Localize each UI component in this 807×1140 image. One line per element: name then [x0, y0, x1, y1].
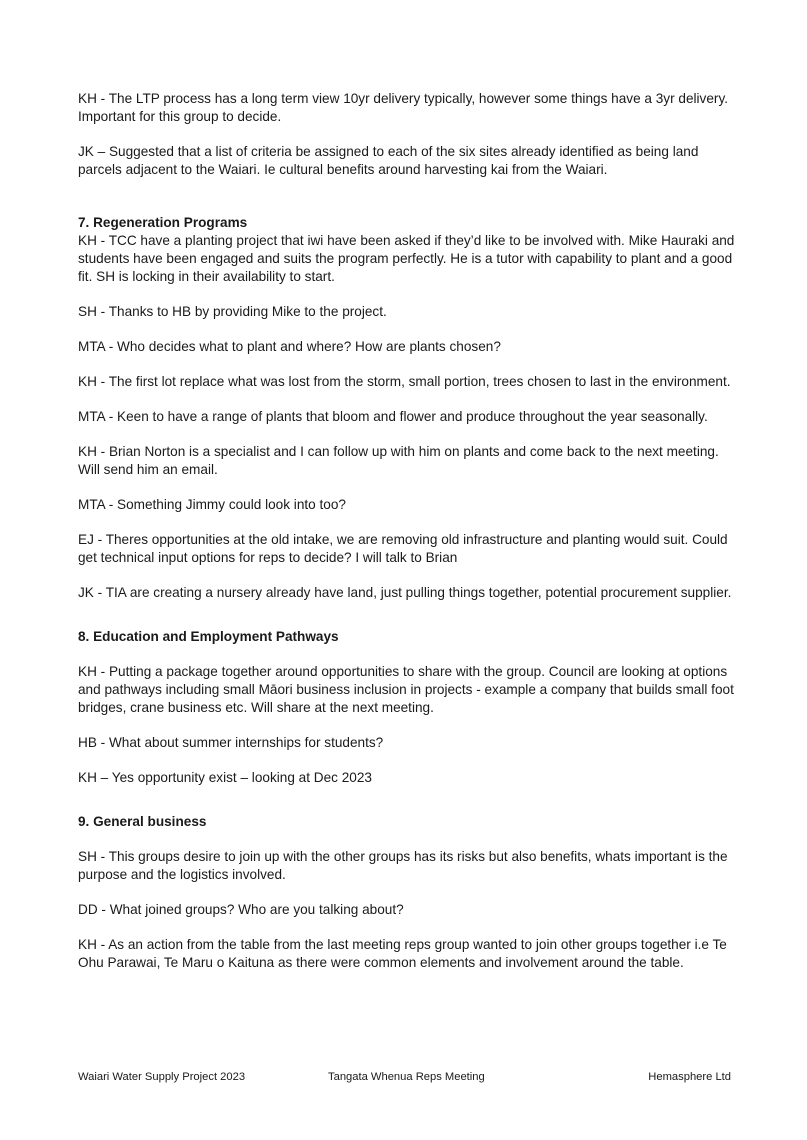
- paragraph: JK - TIA are creating a nursery already have land, just pulling things together, potential procurement supplier.: [78, 585, 732, 600]
- paragraph: KH – Yes opportunity exist – looking at Dec 2023: [78, 770, 372, 785]
- footer-project-name: Waiari Water Supply Project 2023: [78, 1071, 246, 1083]
- section-general-business: [78, 813, 738, 972]
- paragraph: KH - Putting a package together around opportunities to share with the group. Council are looking at options and pathways including small Māori business inclusion in projects - example a company that builds small foot bridges, crane business etc. Will share at the next meeting.: [78, 664, 734, 715]
- document-body: [78, 90, 738, 989]
- paragraph: MTA - Who decides what to plant and where? How are plants chosen?: [78, 339, 501, 354]
- paragraph: KH - TCC have a planting project that iwi have been asked if they’d like to be involved with. Mike Hauraki and students have been engaged and suits the program perfectly. He is a tutor with capability to plant and a good fit. SH is locking in their availability to start.: [78, 233, 735, 284]
- paragraph: KH - The first lot replace what was lost from the storm, small portion, trees chosen to last in the environment.: [78, 374, 731, 389]
- footer-meeting-name: Tangata Whenua Reps Meeting: [328, 1071, 485, 1083]
- section-heading: 9. General business: [78, 814, 207, 829]
- paragraph: EJ - Theres opportunities at the old intake, we are removing old infrastructure and planting would suit. Could get technical input options for reps to decide? I will talk to Brian: [78, 532, 728, 565]
- paragraph-ltp-process: KH - The LTP process has a long term view 10yr delivery typically, however some things have a 3yr delivery. Important for this group to decide.: [78, 91, 729, 124]
- paragraph: HB - What about summer internships for students?: [78, 735, 384, 750]
- section-regeneration-programs: [78, 214, 738, 602]
- paragraph-criteria-suggestion: JK – Suggested that a list of criteria be assigned to each of the six sites already identified as being land parcels adjacent to the Waiari. Ie cultural benefits around harvesting kai from the Waiari.: [78, 144, 699, 177]
- paragraph: MTA - Keen to have a range of plants that bloom and flower and produce throughout the year seasonally.: [78, 409, 708, 424]
- paragraph: KH - Brian Norton is a specialist and I can follow up with him on plants and come back to the next meeting. Will send him an email.: [78, 444, 719, 477]
- footer-company-name: Hemasphere Ltd: [648, 1071, 731, 1083]
- paragraph: SH - Thanks to HB by providing Mike to the project.: [78, 304, 387, 319]
- section-heading: 7. Regeneration Programs: [78, 215, 248, 230]
- paragraph: MTA - Something Jimmy could look into too?: [78, 497, 346, 512]
- paragraph: KH - As an action from the table from the last meeting reps group wanted to join other groups together i.e Te Ohu Parawai, Te Maru o Kaituna as there were common elements and involvement around the table.: [78, 937, 727, 970]
- paragraph: SH - This groups desire to join up with the other groups has its risks but also benefits, whats important is the purpose and the logistics involved.: [78, 849, 728, 882]
- section-education-employment: [78, 628, 738, 787]
- paragraph: DD - What joined groups? Who are you talking about?: [78, 902, 404, 917]
- section-heading: 8. Education and Employment Pathways: [78, 629, 339, 644]
